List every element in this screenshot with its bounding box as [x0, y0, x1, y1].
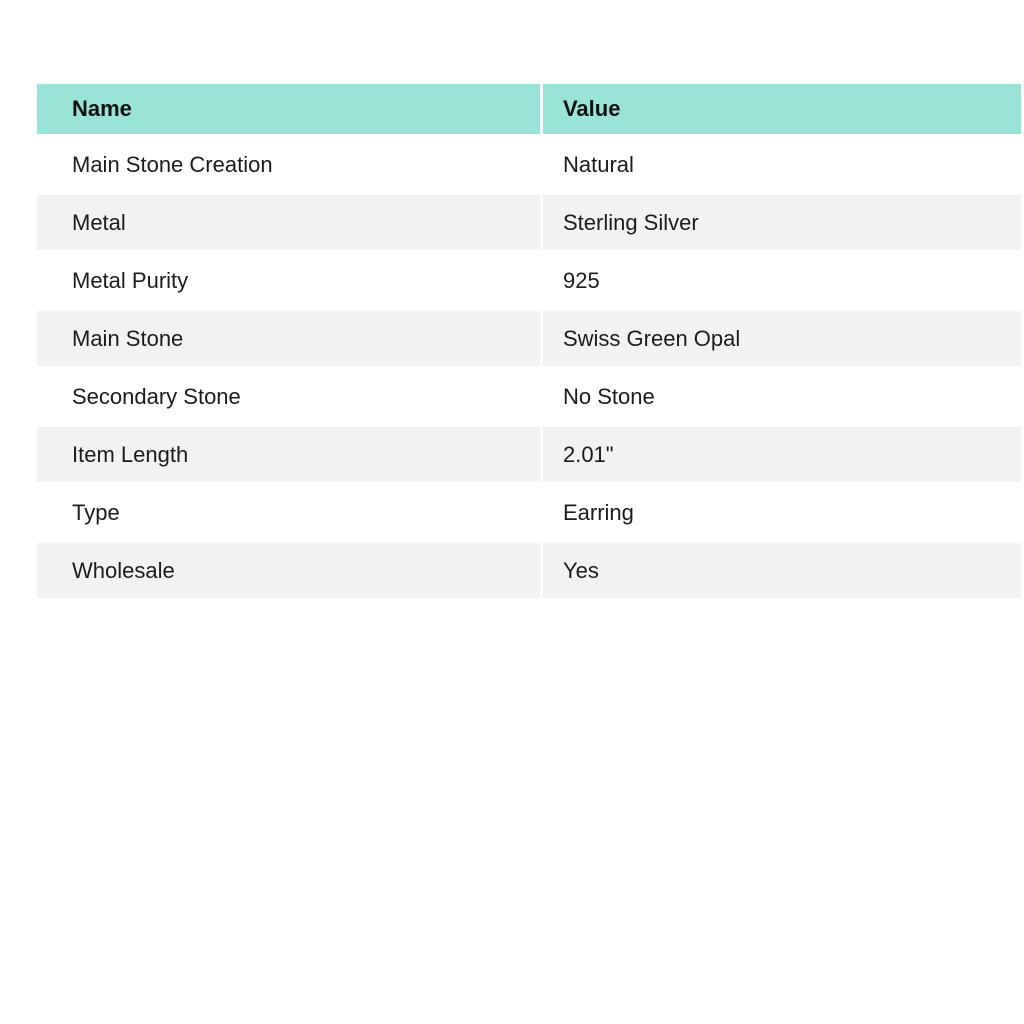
- value-cell: Earring: [543, 485, 1021, 540]
- name-cell: Main Stone: [37, 311, 540, 366]
- table-body: [37, 137, 1021, 598]
- name-cell: Secondary Stone: [37, 369, 540, 424]
- value-cell: Sterling Silver: [543, 195, 1021, 250]
- table-row: [37, 369, 1021, 424]
- table-row: [37, 311, 1021, 366]
- table-row: [37, 485, 1021, 540]
- value-cell: No Stone: [543, 369, 1021, 424]
- table-row: [37, 137, 1021, 192]
- table-row: [37, 427, 1021, 482]
- column-header-value: Value: [543, 84, 1021, 134]
- table-header: [37, 84, 1021, 134]
- value-cell: Natural: [543, 137, 1021, 192]
- value-cell: Swiss Green Opal: [543, 311, 1021, 366]
- name-cell: Wholesale: [37, 543, 540, 598]
- table-row: [37, 253, 1021, 308]
- name-cell: Metal: [37, 195, 540, 250]
- product-spec-table: [34, 81, 1024, 601]
- name-cell: Type: [37, 485, 540, 540]
- value-cell: 2.01": [543, 427, 1021, 482]
- header-row: [37, 84, 1021, 134]
- value-cell: Yes: [543, 543, 1021, 598]
- name-cell: Item Length: [37, 427, 540, 482]
- column-header-name: Name: [37, 84, 540, 134]
- name-cell: Metal Purity: [37, 253, 540, 308]
- name-cell: Main Stone Creation: [37, 137, 540, 192]
- table-row: [37, 543, 1021, 598]
- value-cell: 925: [543, 253, 1021, 308]
- table-row: [37, 195, 1021, 250]
